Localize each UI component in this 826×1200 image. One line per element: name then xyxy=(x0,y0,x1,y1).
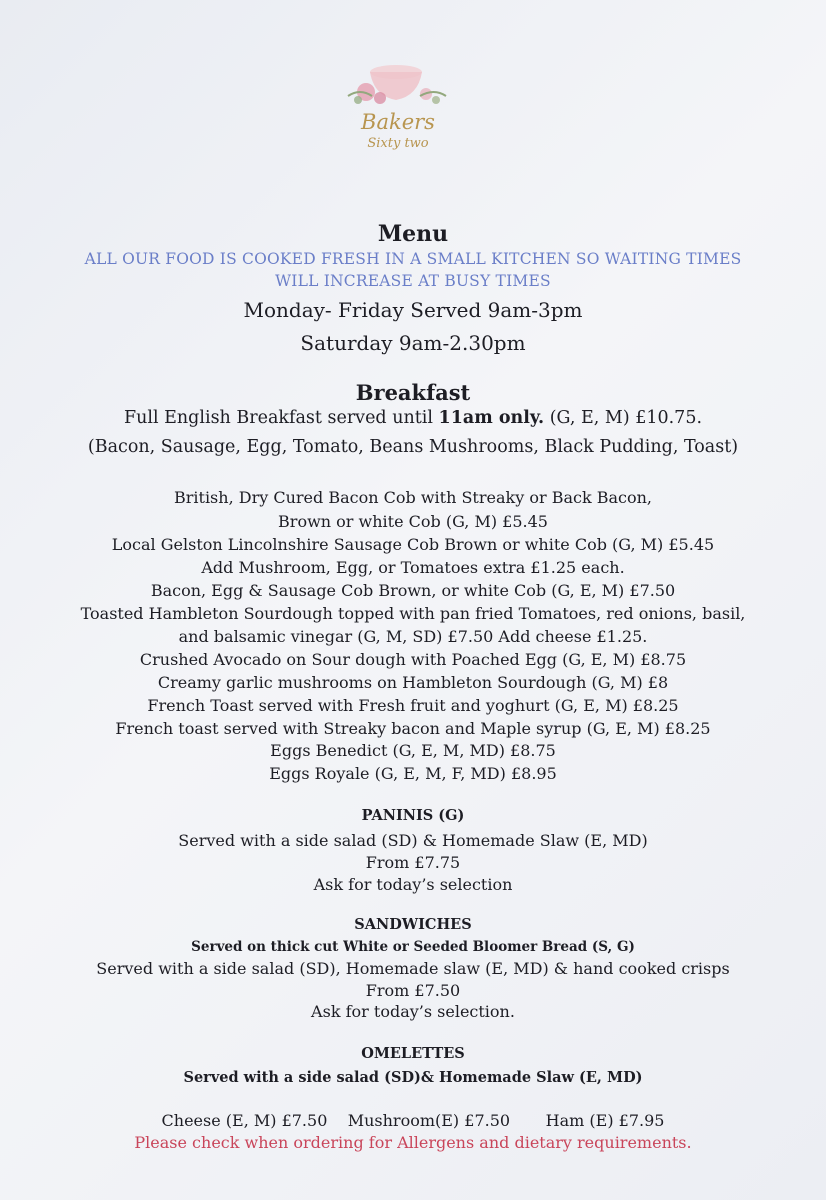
logo-sub: Sixty two xyxy=(367,136,429,151)
paninis-line: From £7.75 xyxy=(365,853,461,872)
logo-wordmark xyxy=(348,112,448,150)
breakfast-item: Toasted Hambleton Sourdough topped with pan fried Tomatoes, red onions, basil, xyxy=(80,604,746,623)
breakfast-item: Brown or white Cob (G, M) £5.45 xyxy=(278,512,548,531)
allergen-warning: Please check when ordering for Allergens and dietary requirements. xyxy=(134,1133,692,1152)
full-english-time: 11am only. xyxy=(438,408,545,428)
menu-title: Menu xyxy=(377,221,449,247)
paninis-line: Served with a side salad (SD) & Homemade Slaw (E, MD) xyxy=(178,831,648,850)
breakfast-item: French toast served with Streaky bacon and Maple syrup (G, E, M) £8.25 xyxy=(115,719,711,738)
breakfast-item: British, Dry Cured Bacon Cob with Streaky or Back Bacon, xyxy=(173,488,653,507)
breakfast-heading: Breakfast xyxy=(355,380,471,405)
breakfast-item: Crushed Avocado on Sour dough with Poached Egg (G, E, M) £8.75 xyxy=(139,650,687,669)
full-english-pre: Full English Breakfast served until xyxy=(123,408,439,428)
hours-saturday: Saturday 9am-2.30pm xyxy=(300,331,526,355)
sandwiches-bread: Served on thick cut White or Seeded Bloomer Bread (S, G) xyxy=(191,939,635,955)
notice-line-1: ALL OUR FOOD IS COOKED FRESH IN A SMALL KITCHEN SO WAITING TIMES xyxy=(84,250,742,268)
omelette-ham: Ham (E) £7.95 xyxy=(545,1111,665,1130)
sandwiches-line: Served with a side salad (SD), Homemade slaw (E, MD) & hand cooked crisps xyxy=(96,959,730,978)
sandwiches-line: Ask for today’s selection. xyxy=(311,1002,515,1021)
sandwiches-line: From £7.50 xyxy=(365,981,461,1000)
sandwiches-heading: SANDWICHES xyxy=(354,916,472,933)
logo-name: Bakers xyxy=(361,110,435,134)
breakfast-item: French Toast served with Fresh fruit and yoghurt (G, E, M) £8.25 xyxy=(147,696,679,715)
breakfast-item: Creamy garlic mushrooms on Hambleton Sourdough (G, M) £8 xyxy=(157,673,669,692)
omelettes-served: Served with a side salad (SD)& Homemade Slaw (E, MD) xyxy=(183,1069,643,1086)
breakfast-item: Bacon, Egg & Sausage Cob Brown, or white Cob (G, E, M) £7.50 xyxy=(150,581,676,600)
omelette-options xyxy=(0,1111,826,1130)
full-english-post: (G, E, M) £10.75. xyxy=(544,408,703,428)
omelette-mushroom: Mushroom(E) £7.50 xyxy=(347,1111,511,1130)
full-english-item xyxy=(0,408,826,428)
breakfast-item: Eggs Benedict (G, E, M, MD) £8.75 xyxy=(270,741,556,760)
full-english-contents: (Bacon, Sausage, Egg, Tomato, Beans Mushrooms, Black Pudding, Toast) xyxy=(87,437,739,457)
notice-line-2: WILL INCREASE AT BUSY TIMES xyxy=(275,272,551,290)
breakfast-item: Eggs Royale (G, E, M, F, MD) £8.95 xyxy=(269,764,557,783)
omelette-cheese: Cheese (E, M) £7.50 xyxy=(161,1111,328,1130)
paninis-line: Ask for today’s selection xyxy=(313,875,513,894)
paninis-heading: PANINIS (G) xyxy=(361,807,465,824)
breakfast-item: and balsamic vinegar (G, M, SD) £7.50 Add cheese £1.25. xyxy=(178,627,648,646)
hours-weekday: Monday- Friday Served 9am-3pm xyxy=(243,298,583,322)
breakfast-item: Add Mushroom, Egg, or Tomatoes extra £1.25 each. xyxy=(201,558,625,577)
omelettes-heading: OMELETTES xyxy=(361,1045,465,1062)
breakfast-item: Local Gelston Lincolnshire Sausage Cob Brown or white Cob (G, M) £5.45 xyxy=(111,535,715,554)
